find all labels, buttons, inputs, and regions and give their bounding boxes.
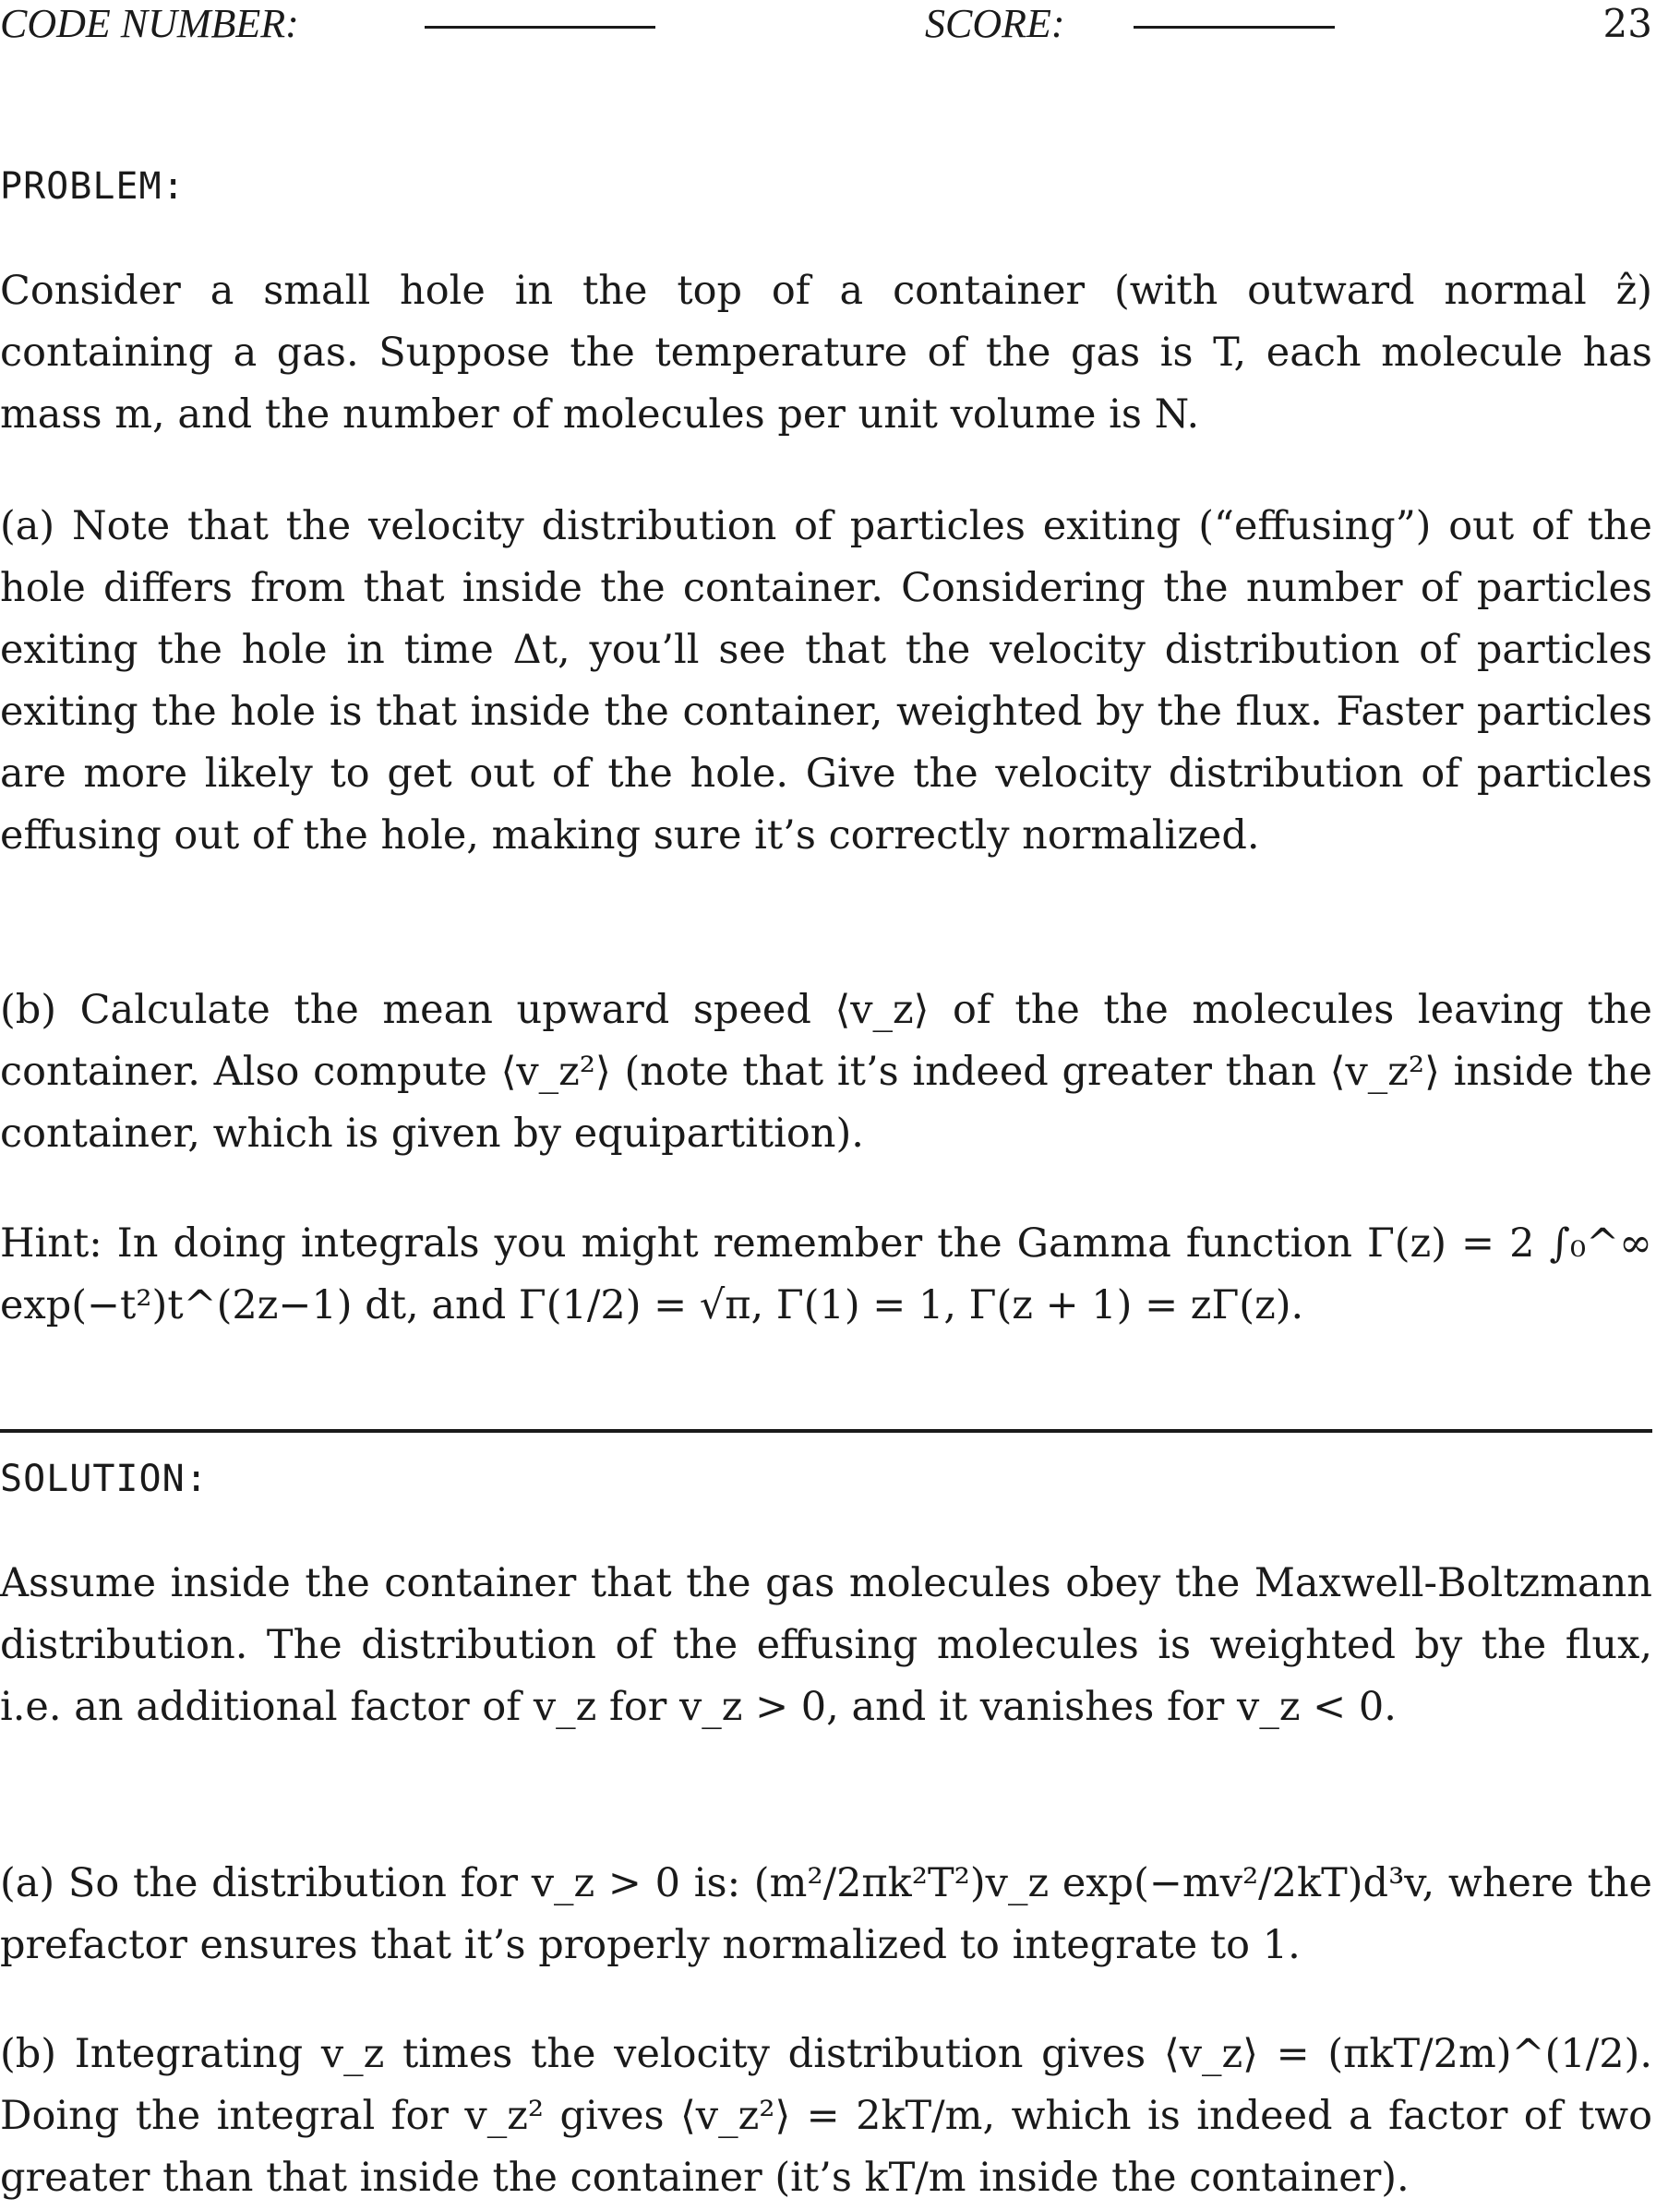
code-number-label: CODE NUMBER: (0, 1, 299, 46)
problem-part-b: (b) Calculate the mean upward speed ⟨v_z⟩ of the the molecules leaving the container. Also compute ⟨v_z²⟩ (note that it’s indeed greater than ⟨v_z²⟩ inside the container, which is given by equipartition). (0, 987, 1652, 1157)
solution-part-a: (a) So the distribution for v_z > 0 is: (m²/2πk²T²)v_z exp(−mv²/2kT)d³v, where the prefactor ensures that it’s properly normalized to integrate to 1. (0, 1860, 1652, 1968)
solution-heading: SOLUTION: (0, 1458, 209, 1500)
problem-hint: Hint: In doing integrals you might remember the Gamma function Γ(z) = 2 ∫₀^∞ exp(−t²)t^(2z−1) dt, and Γ(1/2) = √π, Γ(1) = 1, Γ(z + 1) = zΓ(z). (0, 1220, 1652, 1328)
problem-heading: PROBLEM: (0, 165, 186, 208)
page-number: 23 (1602, 1, 1652, 46)
problem-intro: Consider a small hole in the top of a container (with outward normal ẑ) containing a gas. Suppose the temperature of the gas is T, each molecule has mass m, and the number of molecules per unit volume is N. (0, 268, 1652, 438)
score-blank (1134, 26, 1335, 29)
score-label: SCORE: (925, 1, 1065, 46)
code-number-blank (425, 26, 655, 29)
solution-intro: Assume inside the container that the gas molecules obey the Maxwell-Boltzmann distribution. The distribution of the effusing molecules is weighted by the flux, i.e. an additional factor of v_z for v_z > 0, and it vanishes for v_z < 0. (0, 1560, 1652, 1730)
solution-part-b: (b) Integrating v_z times the velocity distribution gives ⟨v_z⟩ = (πkT/2m)^(1/2). Doing the integral for v_z² gives ⟨v_z²⟩ = 2kT/m, which is indeed a factor of two greater than that inside the container (it’s kT/m inside the container). (0, 2031, 1652, 2201)
page-header (0, 0, 1652, 55)
problem-part-a: (a) Note that the velocity distribution of particles exiting (“effusing”) out of the hole differs from that inside the container. Considering the number of particles exiting the hole in time Δt, you’ll see that the velocity distribution of particles exiting the hole is that inside the container, weighted by the flux. Faster particles are more likely to get out of the hole. Give the velocity distribution of particles effusing out of the hole, making sure it’s correctly normalized. (0, 503, 1652, 859)
section-divider (0, 1429, 1652, 1433)
